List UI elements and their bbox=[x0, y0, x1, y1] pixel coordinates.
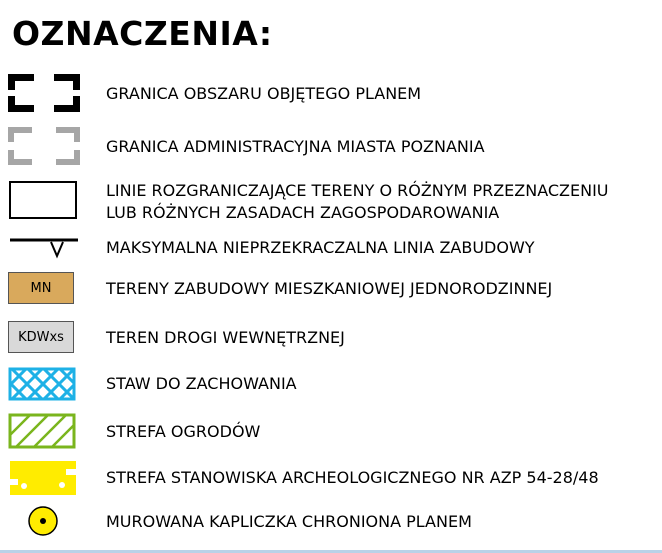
legend-label: STAW DO ZACHOWANIA bbox=[106, 374, 297, 393]
legend-item-internal-road bbox=[0, 320, 662, 356]
legend-label-line2: LUB RÓŻNYCH ZASADACH ZAGOSPODAROWANIA bbox=[106, 203, 500, 222]
internal-road-code: KDWxs bbox=[18, 329, 64, 345]
legend-label: MAKSYMALNA NIEPRZEKRACZALNA LINIA ZABUDOWY bbox=[106, 238, 535, 257]
admin-boundary-icon bbox=[8, 127, 80, 165]
legend-item-building-line bbox=[0, 236, 662, 260]
plan-boundary-icon bbox=[8, 74, 80, 112]
legend-label: STREFA STANOWISKA ARCHEOLOGICZNEGO NR AZP 54-28/48 bbox=[106, 468, 599, 487]
legend-item-plan-boundary bbox=[0, 74, 662, 114]
residential-code: MN bbox=[30, 280, 52, 296]
building-line-icon bbox=[8, 237, 80, 259]
legend-item-pond bbox=[0, 366, 662, 402]
legend-label: GRANICA ADMINISTRACYJNA MIASTA POZNANIA bbox=[106, 137, 485, 156]
chapel-icon bbox=[8, 504, 80, 538]
legend-item-demarcation bbox=[0, 178, 662, 226]
legend-item-archaeological-zone bbox=[0, 458, 662, 498]
legend-label: TERENY ZABUDOWY MIESZKANIOWEJ JEDNORODZINNEJ bbox=[106, 279, 553, 298]
archaeological-zone-icon bbox=[8, 459, 80, 497]
legend-item-garden-zone bbox=[0, 412, 662, 450]
legend-item-chapel bbox=[0, 504, 662, 540]
garden-zone-icon bbox=[8, 413, 78, 449]
legend-label: MUROWANA KAPLICZKA CHRONIONA PLANEM bbox=[106, 512, 472, 531]
legend-item-residential bbox=[0, 271, 662, 307]
legend-title: OZNACZENIA: bbox=[12, 14, 273, 53]
legend-label-line1: LINIE ROZGRANICZAJĄCE TERENY O RÓŻNYM PRZEZNACZENIU bbox=[106, 181, 609, 200]
legend-label: GRANICA OBSZARU OBJĘTEGO PLANEM bbox=[106, 84, 422, 103]
pond-icon bbox=[8, 367, 78, 401]
legend-item-admin-boundary bbox=[0, 127, 662, 167]
legend-label: TEREN DROGI WEWNĘTRZNEJ bbox=[106, 328, 345, 347]
legend-label: STREFA OGRODÓW bbox=[106, 422, 261, 441]
demarcation-line-icon bbox=[8, 180, 80, 220]
